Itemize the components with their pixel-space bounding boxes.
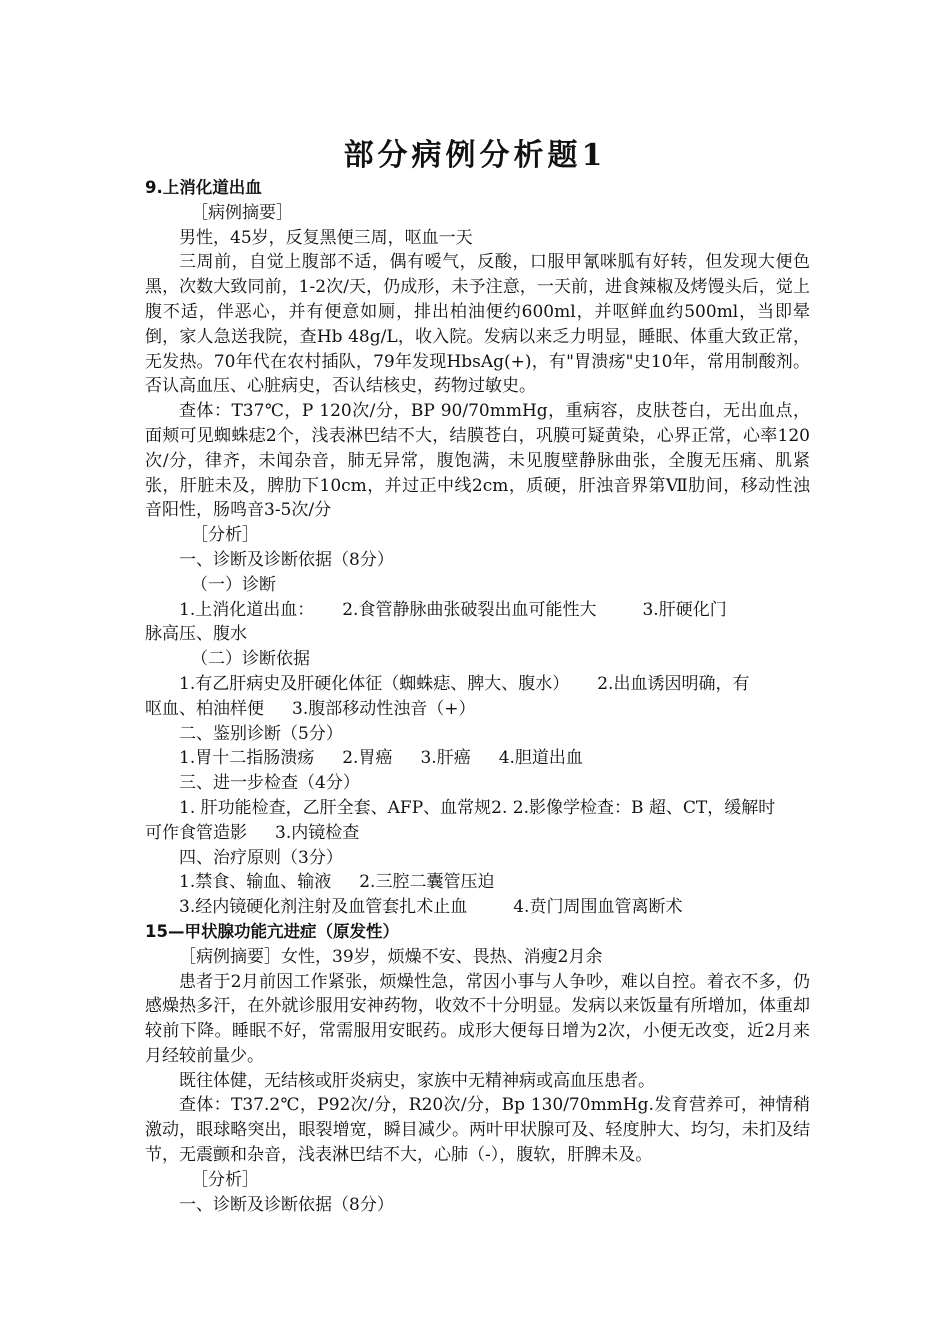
- case1-section3: 三、进一步检查（4分）: [179, 773, 360, 794]
- case1-heading: 9.上消化道出血: [145, 178, 262, 197]
- differential-4: 4.胆道出血: [498, 748, 583, 769]
- case1-summary-label: ［病例摘要］: [191, 202, 293, 223]
- case1-diagnosis-cont: 脉高压、腹水: [145, 624, 247, 645]
- case1-chief-complaint: 男性，45岁，反复黑便三周，呕血一天: [179, 227, 473, 248]
- case1-section4: 四、治疗原则（3分）: [179, 847, 343, 868]
- document-body: [145, 176, 810, 1217]
- case1-analysis-label: ［分析］: [191, 525, 259, 546]
- page-title: 部分病例分析题1: [343, 138, 607, 173]
- treatment-2: 2.三腔二囊管压迫: [359, 872, 495, 893]
- differential-1: 1.胃十二指肠溃疡: [179, 748, 315, 769]
- case2-heading: 15—甲状腺功能亢进症（原发性）: [145, 921, 399, 941]
- differential-2: 2.胃癌: [342, 748, 393, 769]
- treatment-1: 1.禁食、输血、输液: [179, 872, 332, 893]
- case1-treatment-list-b: [145, 895, 810, 920]
- case2-section1: 一、诊断及诊断依据（8分）: [179, 1194, 394, 1215]
- treatment-4: 4.贲门周围血管离断术: [513, 897, 683, 918]
- case1-section1b: （二）诊断依据: [191, 649, 310, 670]
- diagnosis-3: 3.肝硬化门: [642, 599, 727, 620]
- case2-summary: ［病例摘要］女性，39岁，烦燥不安、畏热、消瘦2月余: [179, 946, 603, 967]
- case1-exam: 查体：T37℃，P 120次/分，BP 90/70mmHg，重病容，皮肤苍白，无出血点，面颊可见蜘蛛痣2个，浅表淋巴结不大，结膜苍白，巩膜可疑黄染，心界正常，心率120次/分，律齐，未闻杂音，肺无异常，腹饱满，未见腹壁静脉曲张，全腹无压痛、肌紧张，肝脏未及，脾肋下10cm，并过正中线2cm，质硬，肝浊音界第Ⅶ肋间，移动性浊音阳性，肠鸣音3-5次/分: [145, 401, 810, 521]
- case2-exam: 查体：T37.2℃，P92次/分，R20次/分，Bp 130/70mmHg.发育营养可，神情稍激动，眼球略突出，眼裂增宽，瞬目减少。两叶甲状腺可及、轻度肿大、均匀，未扪及结节，无震颤和杂音，浅表淋巴结不大，心肺（-），腹软，肝脾未及。: [145, 1095, 810, 1166]
- exam-3: 3.内镜检查: [275, 822, 360, 843]
- case1-treatment-list-a: [145, 870, 810, 895]
- case1-basis-cont: [145, 697, 810, 722]
- diagnosis-1: 1.上消化道出血：: [179, 599, 315, 620]
- case1-section1a: （一）诊断: [191, 574, 276, 595]
- case2-analysis-label: ［分析］: [191, 1169, 259, 1190]
- basis-cont: 呕血、柏油样便: [145, 698, 264, 719]
- basis-3: 3.腹部移动性浊音（+）: [292, 698, 476, 719]
- case2-history: 患者于2月前因工作紧张，烦燥性急，常因小事与人争吵，难以自控。着衣不多，仍感燥热多汗，在外就诊服用安神药物，收效不十分明显。发病以来饭量有所增加，体重却较前下降。睡眠不好，常需服用安眠药。成形大便每日增为2次，小便无改变，近2月来月经较前量少。: [145, 971, 810, 1066]
- basis-2: 2.出血诱因明确，有: [597, 673, 750, 694]
- case1-diagnosis-list: [145, 598, 810, 623]
- case1-basis-list: [145, 672, 810, 697]
- treatment-3: 3.经内镜硬化剂注射及血管套扎术止血: [179, 897, 468, 918]
- case1-exam-list: 1. 肝功能检查，乙肝全套、AFP、血常规2. 2.影像学检查：B 超、CT，缓解时: [179, 797, 776, 818]
- basis-1: 1.有乙肝病史及肝硬化体征（蜘蛛痣、脾大、腹水）: [179, 673, 570, 694]
- case1-differential-list: [145, 746, 810, 771]
- case1-section2: 二、鉴别诊断（5分）: [179, 723, 343, 744]
- exam-cont: 可作食管造影: [145, 822, 247, 843]
- case1-history: 三周前，自觉上腹部不适，偶有嗳气，反酸，口服甲氰咪胍有好转，但发现大便色黑，次数大致同前，1-2次/天，仍成形，未予注意，一天前，进食辣椒及烤馒头后，觉上腹不适，伴恶心，并有便意如厕，排出柏油便约600ml，并呕鲜血约500ml，当即晕倒，家人急送我院，查Hb 48g/L，收入院。发病以来乏力明显，睡眠、体重大致正常，无发热。70年代在农村插队，79年发现HbsAg(+)，有"胃溃疡"史10年，常用制酸剂。否认高血压、心脏病史，否认结核史，药物过敏史。: [145, 252, 810, 397]
- differential-3: 3.肝癌: [420, 748, 471, 769]
- diagnosis-2: 2.食管静脉曲张破裂出血可能性大: [342, 599, 597, 620]
- case2-past-history: 既往体健，无结核或肝炎病史，家族中无精神病或高血压患者。: [179, 1070, 655, 1091]
- case1-exam-cont: [145, 821, 810, 846]
- case1-section1: 一、诊断及诊断依据（8分）: [179, 549, 394, 570]
